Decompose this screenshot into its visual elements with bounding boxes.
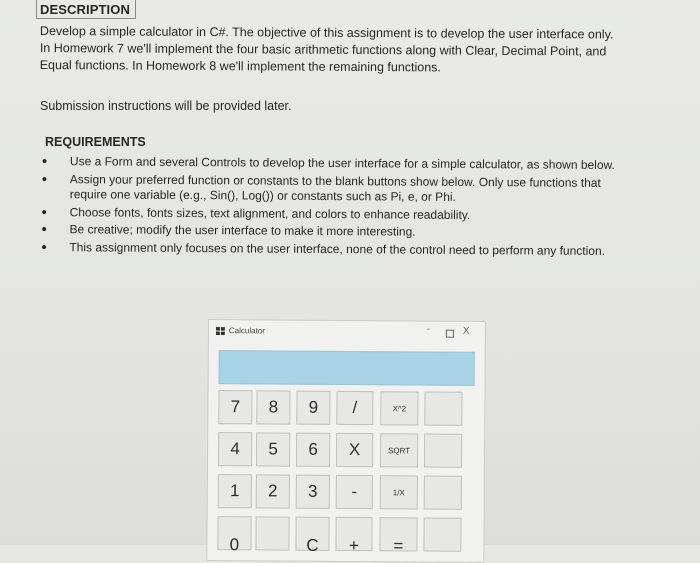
calculator-display <box>219 350 475 386</box>
equals-button[interactable]: = <box>379 517 417 551</box>
description-paragraph <box>40 23 670 78</box>
subtract-button[interactable]: - <box>336 475 373 509</box>
requirement-item: • Be creative; modify the user interface to make it more interesting. <box>39 222 639 242</box>
blank-button[interactable] <box>424 392 462 426</box>
key-0[interactable]: 0 <box>217 516 251 550</box>
divide-button[interactable]: / <box>336 391 373 425</box>
minimize-button[interactable]: - <box>426 323 430 334</box>
requirements-heading: REQUIREMENTS <box>45 135 146 149</box>
blank-button[interactable] <box>423 518 461 552</box>
key-8[interactable]: 8 <box>256 390 290 424</box>
key-5[interactable]: 5 <box>256 432 290 466</box>
calculator-app-icon <box>216 327 225 335</box>
requirement-item: • Use a Form and several Controls to develop the user interface for a simple calculator, as shown below. <box>40 154 640 174</box>
calculator-titlebar[interactable] <box>209 320 485 344</box>
clear-button[interactable]: C <box>295 517 329 551</box>
add-button[interactable]: + <box>335 517 372 551</box>
key-7[interactable]: 7 <box>218 390 252 424</box>
requirements-list <box>39 154 640 261</box>
description-line-3: Equal functions. In Homework 8 we'll implement the remaining functions. <box>39 57 441 75</box>
description-heading: DESCRIPTION <box>40 2 130 17</box>
key-4[interactable]: 4 <box>218 432 252 466</box>
key-6[interactable]: 6 <box>296 433 330 467</box>
submission-note: Submission instructions will be provided later. <box>40 99 292 113</box>
requirement-item: • Assign your preferred function or constants to the blank buttons show below. Only use functions that require one variable (e.g., Sin(), Log()) or constants such as Pi, e, or Phi. <box>40 171 640 206</box>
key-1[interactable]: 1 <box>218 474 252 508</box>
blank-button[interactable] <box>424 434 462 468</box>
close-button[interactable]: X <box>462 325 470 337</box>
calculator-window <box>206 319 486 563</box>
requirement-item: • Choose fonts, fonts sizes, text alignment, and colors to enhance readability. <box>40 204 640 224</box>
key-3[interactable]: 3 <box>296 475 330 509</box>
multiply-button[interactable]: X <box>336 433 373 467</box>
calculator-window-title: Calculator <box>228 326 265 336</box>
key-2[interactable]: 2 <box>256 474 290 508</box>
blank-button[interactable] <box>424 476 462 510</box>
maximize-button[interactable] <box>446 330 454 338</box>
reciprocal-button[interactable]: 1/X <box>380 475 418 509</box>
requirement-item: • This assignment only focuses on the user interface, none of the control need to perform any function. <box>39 239 639 259</box>
description-line-1: Develop a simple calculator in C#. The objective of this assignment is to develop the user interface only. <box>39 23 614 42</box>
sqrt-button[interactable]: SQRT <box>380 433 418 467</box>
key-9[interactable]: 9 <box>296 391 330 425</box>
description-line-2: In Homework 7 we'll implement the four basic arithmetic functions along with Clear, Decimal Point, and <box>39 40 607 59</box>
blank-button[interactable] <box>255 516 289 550</box>
square-button[interactable]: X^2 <box>380 391 418 425</box>
